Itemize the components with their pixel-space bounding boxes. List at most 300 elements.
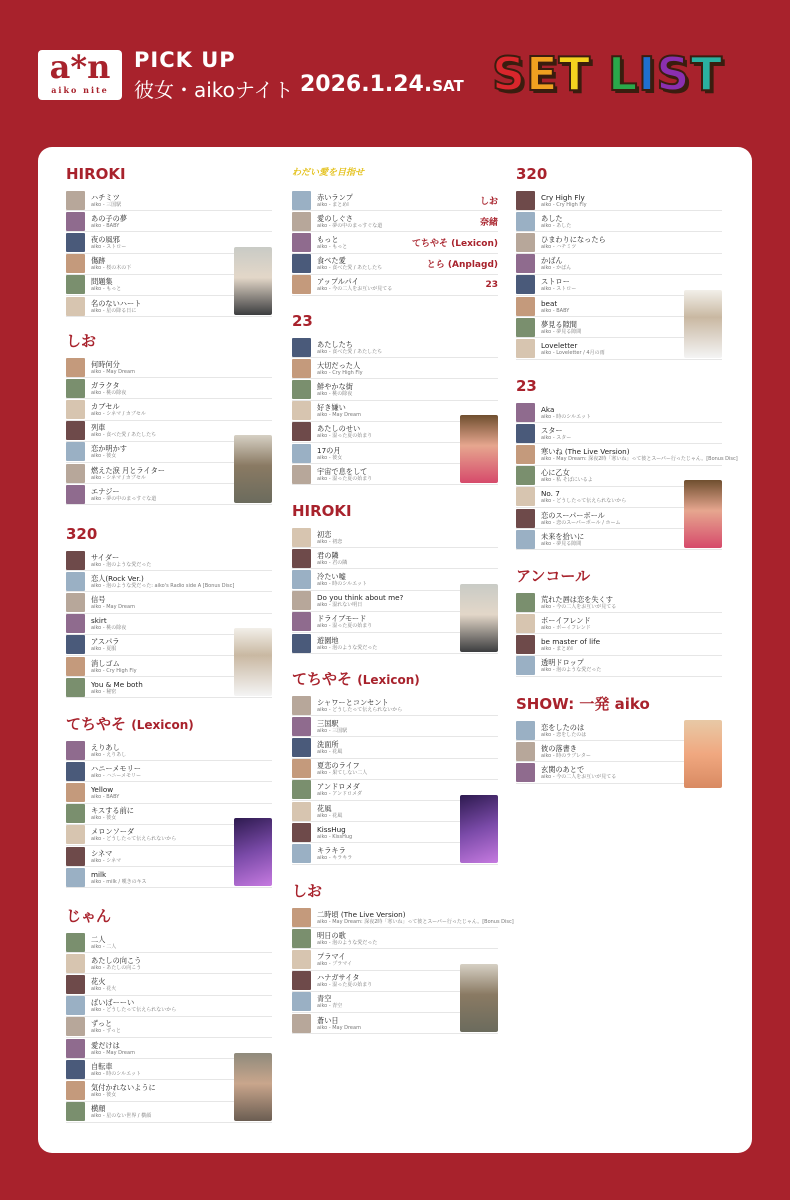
section-title-sub: (Lexicon): [131, 718, 194, 732]
song-title: あした: [541, 213, 563, 223]
song-text: [541, 256, 722, 271]
song-album: aiko - 湿った夏の始まり: [317, 475, 373, 482]
performer-photo: [234, 1053, 272, 1121]
album-art-thumbnail: [66, 464, 85, 483]
song-title: 愛だけは: [91, 1040, 120, 1050]
album-art-thumbnail: [66, 635, 85, 654]
song-title: 大切だった人: [317, 360, 361, 370]
song-album: aiko - どうしたって伝えられないから: [541, 498, 627, 505]
set-list-letter: T: [558, 47, 591, 101]
song-text: [317, 277, 481, 292]
song-text: [317, 551, 498, 566]
song-album: aiko - 食べた愛 / あたしたち: [317, 265, 383, 272]
song-text: [91, 764, 272, 779]
song-album: aiko - 夢の中のまっすぐな道: [317, 222, 383, 229]
song-title: Loveletter: [541, 340, 578, 350]
song-album: aiko - May Dream: [317, 1024, 361, 1031]
song-title: 青空: [317, 994, 332, 1004]
album-art-thumbnail: [66, 297, 85, 316]
set-list-word-set: [492, 47, 591, 101]
song-row: [66, 996, 272, 1017]
song-album: aiko - プラマイ: [317, 960, 353, 967]
song-row: [66, 592, 272, 613]
song-album: aiko - シネマ / カブセル: [91, 474, 146, 481]
song-title: 蒼い日: [317, 1015, 339, 1025]
song-album: aiko - 食べた愛 / あたしたち: [317, 348, 383, 355]
album-art-thumbnail: [516, 445, 535, 464]
song-album: aiko - May Dream: 深夜2時「寒いね」って彼とスーパー行ったじゃん。[Bonus Disc]: [317, 918, 514, 925]
song-title: キスする前に: [91, 806, 134, 816]
song-album: aiko - Loveletter / 4月の雨: [541, 349, 605, 356]
song-title: あたしたち: [317, 339, 353, 349]
song-row: [516, 402, 722, 423]
song-album: aiko - まとめI: [541, 645, 573, 652]
song-album: aiko - 今の二人をお互いが見てる: [541, 773, 617, 780]
song-title: 赤いランプ: [317, 192, 353, 202]
song-list: [292, 527, 498, 654]
album-art-thumbnail: [66, 762, 85, 781]
song-text: [91, 553, 272, 568]
song-row: [66, 550, 272, 571]
song-title: 遊園地: [317, 635, 339, 645]
song-album: aiko - 花火: [91, 985, 117, 992]
song-title: メロンソーダ: [91, 827, 135, 837]
song-text: [91, 214, 272, 229]
section-title-text: HIROKI: [66, 165, 126, 183]
section-title-text: てちやそ: [66, 715, 127, 733]
song-list: [66, 357, 272, 505]
song-text: [541, 235, 722, 250]
section-s23a: [292, 309, 498, 485]
song-title: あたしのせい: [317, 424, 361, 434]
song-title: 傷跡: [91, 256, 106, 266]
song-row: [516, 613, 722, 634]
album-art-thumbnail: [292, 275, 311, 294]
album-art-thumbnail: [292, 908, 311, 927]
album-art-thumbnail: [292, 717, 311, 736]
song-row: [66, 932, 272, 953]
logo-mark: a*n: [49, 48, 111, 86]
song-text: [317, 931, 498, 946]
song-album: aiko - 湿った夏の始まり: [317, 623, 373, 630]
song-album: aiko - 時のシルエット: [317, 580, 367, 587]
song-text: [91, 574, 272, 589]
song-text: [317, 256, 423, 271]
album-art-thumbnail: [516, 339, 535, 358]
event-date-value: 2026.1.24.: [300, 72, 433, 97]
song-title: 名のないハート: [91, 298, 142, 308]
song-title: 君の隣: [317, 550, 339, 560]
song-title: 横顔: [91, 1104, 106, 1114]
song-title: 夏恋のライフ: [317, 761, 360, 771]
song-title: ボーイフレンド: [541, 615, 591, 625]
performer-photo: [234, 247, 272, 315]
header: [0, 0, 790, 140]
song-title: ひまわりになったら: [541, 234, 606, 244]
guest-performer: とら (Anplagd): [426, 260, 498, 271]
song-album: aiko - 恋のスーパーボール / ホーム: [541, 519, 621, 526]
song-text: [317, 530, 498, 545]
song-row: [292, 337, 498, 358]
song-title: 夢見る隙間: [541, 319, 577, 329]
album-art-thumbnail: [292, 338, 311, 357]
song-row: [516, 423, 722, 444]
song-album: aiko - どうしたって伝えられないから: [91, 1007, 177, 1014]
album-art-thumbnail: [66, 996, 85, 1015]
album-art-thumbnail: [66, 551, 85, 570]
song-album: aiko - 湿った夏の始まり: [317, 433, 373, 440]
song-album: aiko - 湿った夏の始まり: [317, 982, 373, 989]
album-art-thumbnail: [66, 1060, 85, 1079]
section-title-sub: (Lexicon): [357, 673, 420, 687]
song-title: 初恋: [317, 529, 332, 539]
song-album: aiko - どうしたって伝えられないから: [91, 836, 177, 843]
song-album: aiko - 星のない世界 / 横顔: [91, 1113, 152, 1120]
song-row: [516, 656, 722, 677]
album-art-thumbnail: [292, 823, 311, 842]
set-list-title: [492, 48, 723, 100]
section-title-text: HIROKI: [292, 502, 352, 520]
song-row: [516, 211, 722, 232]
song-list: [66, 740, 272, 888]
performer-photo: [684, 720, 722, 788]
section-title: [292, 309, 498, 337]
song-album: aiko - May Dream: 深夜2時「寒いね」って彼とスーパー行ったじゃん。[Bonus Disc]: [541, 455, 738, 462]
song-album: aiko - 夢の中のまっすぐな道: [91, 495, 157, 502]
song-album: aiko - ストロー: [541, 286, 577, 293]
album-art-thumbnail: [66, 1039, 85, 1058]
section-title: [516, 692, 722, 720]
album-art-thumbnail: [66, 421, 85, 440]
set-list-letter: S: [492, 47, 527, 101]
song-album: aiko - 彼女: [91, 815, 117, 822]
song-title: 愛のしぐさ: [317, 213, 353, 223]
song-album: aiko - KissHug: [317, 833, 353, 840]
song-album: aiko - 桃の除夜: [91, 625, 127, 632]
song-row: [516, 232, 722, 253]
song-row: [292, 358, 498, 379]
song-text: [91, 743, 272, 758]
event-name: 彼女・aikoナイト: [134, 78, 294, 102]
album-art-thumbnail: [292, 254, 311, 273]
album-art-thumbnail: [66, 804, 85, 823]
section-title-text: 320: [66, 525, 98, 543]
song-album: aiko - 時のシルエット: [91, 1070, 141, 1077]
set-list-letter: T: [690, 47, 723, 101]
song-title: エナジー: [91, 486, 120, 496]
album-art-thumbnail: [66, 275, 85, 294]
song-album: aiko - スター: [541, 434, 572, 441]
song-album: aiko - BABY: [91, 793, 120, 800]
song-text: [91, 360, 272, 375]
section-title: [292, 499, 498, 527]
song-row: [292, 548, 498, 569]
song-text: [541, 446, 738, 462]
song-album: aiko - 果てしない二人: [317, 770, 368, 777]
song-title: カブセル: [91, 401, 120, 411]
album-art-thumbnail: [516, 275, 535, 294]
song-text: [317, 361, 498, 376]
album-art-thumbnail: [516, 742, 535, 761]
song-text: [91, 193, 272, 208]
section-shio2: [292, 879, 514, 1034]
song-album: aiko - 秘密: [91, 688, 117, 695]
album-art-thumbnail: [66, 825, 85, 844]
album-art-thumbnail: [292, 401, 311, 420]
song-title: beat: [541, 298, 558, 308]
song-title: スター: [541, 425, 563, 435]
song-album: aiko - あたしの向こう: [91, 964, 142, 971]
song-title: 二人: [91, 934, 106, 944]
song-title: 透明ドロップ: [541, 658, 584, 668]
song-album: aiko - 時のシルエット: [541, 413, 591, 420]
song-title: ドライブモード: [317, 614, 367, 624]
song-album: aiko - 食べた愛 / あたしたち: [91, 432, 157, 439]
song-title: シネマ: [91, 848, 113, 858]
song-album: aiko - 湿れない明日: [317, 602, 363, 609]
song-text: [91, 935, 272, 950]
event-day: SAT: [432, 77, 464, 95]
song-album: aiko - 花風: [317, 812, 343, 819]
album-art-thumbnail: [516, 593, 535, 612]
album-art-thumbnail: [292, 422, 311, 441]
album-art-thumbnail: [292, 528, 311, 547]
song-row: [66, 378, 272, 399]
section-title: [292, 162, 498, 190]
album-art-thumbnail: [292, 591, 311, 610]
song-album: aiko - milk / 嘆きのキス: [91, 878, 147, 885]
section-s320a: [66, 522, 272, 698]
section-title: [66, 162, 272, 190]
song-title: あたしの向こう: [91, 955, 142, 965]
song-album: aiko - キラキラ: [317, 854, 353, 861]
song-row: [292, 737, 498, 758]
song-title: skirt: [91, 616, 107, 626]
song-album: aiko - 泡のような愛だった: [317, 644, 378, 651]
song-title: Cry High Fly: [541, 192, 585, 202]
song-album: aiko - 君の隣: [317, 559, 348, 566]
album-art-thumbnail: [292, 359, 311, 378]
album-art-thumbnail: [66, 1102, 85, 1121]
song-title: Yellow: [91, 784, 114, 794]
section-title: [66, 712, 272, 740]
song-title: ずっと: [91, 1019, 113, 1029]
song-text: [317, 214, 476, 229]
song-text: [541, 214, 722, 229]
song-title: 未来を拾いに: [541, 531, 585, 541]
song-title: 花風: [317, 803, 332, 813]
album-art-thumbnail: [516, 721, 535, 740]
album-art-thumbnail: [516, 233, 535, 252]
song-title: milk: [91, 869, 107, 879]
section-hiroki2: [292, 499, 498, 654]
song-title: プラマイ: [317, 951, 346, 961]
song-album: aiko - 今の二人をお互いが見てる: [317, 286, 393, 293]
song-title: You & Me both: [91, 679, 143, 689]
song-album: aiko - BABY: [541, 307, 570, 314]
song-album: aiko - 時のラブレター: [541, 752, 591, 759]
section-hiroki1: [66, 162, 272, 317]
song-album: aiko - 星の降る日に: [91, 307, 137, 314]
song-title: 消しゴム: [91, 658, 120, 668]
section-title: [66, 904, 272, 932]
album-art-thumbnail: [292, 212, 311, 231]
album-art-thumbnail: [292, 971, 311, 990]
album-art-thumbnail: [66, 975, 85, 994]
album-art-thumbnail: [516, 424, 535, 443]
song-album: aiko - May Dream: [317, 412, 361, 419]
album-art-thumbnail: [292, 549, 311, 568]
album-art-thumbnail: [516, 614, 535, 633]
song-title: ガラクタ: [91, 380, 120, 390]
guest-performer: しお: [479, 196, 498, 207]
song-text: [541, 193, 722, 208]
song-text: [541, 405, 722, 420]
section-title: [66, 329, 272, 357]
song-album: aiko - もっと: [91, 286, 122, 293]
song-title: あの子の夢: [91, 213, 127, 223]
album-art-thumbnail: [66, 741, 85, 760]
song-row: [66, 211, 272, 232]
song-list: [66, 190, 272, 317]
set-list-letter: L: [607, 47, 639, 101]
song-row: [292, 527, 498, 548]
song-title: 食べた愛: [317, 256, 346, 266]
album-art-thumbnail: [66, 233, 85, 252]
song-album: aiko - May Dream: [91, 603, 135, 610]
section-title-text: しお: [66, 332, 97, 350]
song-album: aiko - あした: [541, 222, 572, 229]
song-title: もっと: [317, 234, 339, 244]
song-text: [317, 909, 514, 925]
song-row: [292, 190, 498, 211]
section-title: [516, 564, 722, 592]
song-title: 洗面所: [317, 739, 339, 749]
performer-photo: [684, 480, 722, 548]
album-art-thumbnail: [292, 738, 311, 757]
song-title: ハチミツ: [91, 192, 120, 202]
song-row: [292, 695, 498, 716]
song-album: aiko - ハチミツ: [541, 243, 577, 250]
song-row: [292, 275, 498, 296]
song-text: [91, 1019, 272, 1034]
album-art-thumbnail: [292, 802, 311, 821]
song-album: aiko - ずっと: [91, 1028, 121, 1035]
song-title: 恋か明かす: [91, 444, 127, 454]
album-art-thumbnail: [66, 485, 85, 504]
setlist-card: [38, 147, 752, 1153]
song-list: [292, 337, 498, 485]
section-title: [66, 522, 272, 550]
song-row: [66, 974, 272, 995]
song-title: 鮮やかな街: [317, 381, 353, 391]
song-row: [516, 592, 722, 613]
song-title: 宇宙で息をして: [317, 466, 368, 476]
album-art-thumbnail: [66, 847, 85, 866]
song-album: aiko - BABY: [91, 222, 120, 229]
section-title: [516, 374, 722, 402]
section-lex2: [292, 667, 498, 865]
song-text: [91, 381, 272, 396]
album-art-thumbnail: [292, 612, 311, 631]
section-title-text: てちやそ: [292, 670, 353, 688]
song-list: [516, 720, 722, 784]
song-album: aiko - ストロー: [91, 243, 127, 250]
album-art-thumbnail: [66, 593, 85, 612]
song-album: aiko - 初恋: [317, 538, 343, 545]
song-title: Aka: [541, 404, 555, 414]
album-art-thumbnail: [66, 212, 85, 231]
song-album: aiko - 二人: [91, 943, 117, 950]
song-title: アップルパイ: [317, 277, 359, 287]
song-album: aiko - May Dream: [91, 1049, 135, 1056]
song-album: aiko - まとめI: [317, 201, 349, 208]
album-art-thumbnail: [292, 1014, 311, 1033]
song-row: [516, 634, 722, 655]
song-title: 恋のスーパーボール: [541, 510, 605, 520]
song-text: [317, 340, 498, 355]
song-text: [91, 998, 272, 1013]
song-row: [292, 254, 498, 275]
song-text: [317, 382, 498, 397]
section-lex1: [66, 712, 272, 888]
song-row: [292, 379, 498, 400]
song-list: [292, 907, 514, 1034]
album-art-thumbnail: [292, 634, 311, 653]
song-text: [541, 616, 722, 631]
song-row: [292, 716, 498, 737]
song-title: アンドロメダ: [317, 782, 360, 792]
song-title: アスパラ: [91, 637, 120, 647]
song-album: aiko - シネマ / カブセル: [91, 410, 146, 417]
song-album: aiko - どうしたって伝えられないから: [317, 706, 403, 713]
song-album: aiko - Cry High Fly: [541, 201, 587, 208]
album-art-thumbnail: [292, 444, 311, 463]
section-shio1: [66, 329, 272, 505]
song-album: aiko - 恋をしたのは: [541, 731, 587, 738]
album-art-thumbnail: [292, 191, 311, 210]
song-title: 何時何分: [91, 359, 120, 369]
song-title: 17の月: [317, 445, 341, 455]
song-album: aiko - 今の二人をお互いが見てる: [541, 603, 617, 610]
song-album: aiko - 泡のような愛だった: [317, 939, 378, 946]
song-list: [516, 592, 722, 677]
album-art-thumbnail: [292, 844, 311, 863]
song-text: [317, 235, 408, 250]
song-title: ばいばーーい: [91, 998, 135, 1008]
performer-photo: [234, 435, 272, 503]
song-text: [541, 595, 722, 610]
song-album: aiko - 三国駅: [317, 727, 348, 734]
guest-performer: てちやそ (Lexicon): [411, 238, 498, 249]
section-jan: [66, 904, 272, 1123]
album-art-thumbnail: [516, 635, 535, 654]
album-art-thumbnail: [292, 929, 311, 948]
song-album: aiko - ハニーメモリー: [91, 772, 141, 779]
album-art-thumbnail: [516, 191, 535, 210]
song-row: [292, 928, 498, 949]
song-title: 恋人(Rock Ver.): [91, 573, 144, 583]
album-art-thumbnail: [66, 868, 85, 887]
song-album: aiko - 彼女: [91, 1091, 117, 1098]
section-title: [516, 162, 722, 190]
section-s23b: [516, 374, 738, 550]
song-title: 三国駅: [317, 718, 339, 728]
song-text: [91, 956, 272, 971]
song-title: ストロー: [541, 277, 570, 287]
song-album: aiko - かばん: [541, 265, 572, 272]
set-list-letter: E: [526, 47, 559, 101]
